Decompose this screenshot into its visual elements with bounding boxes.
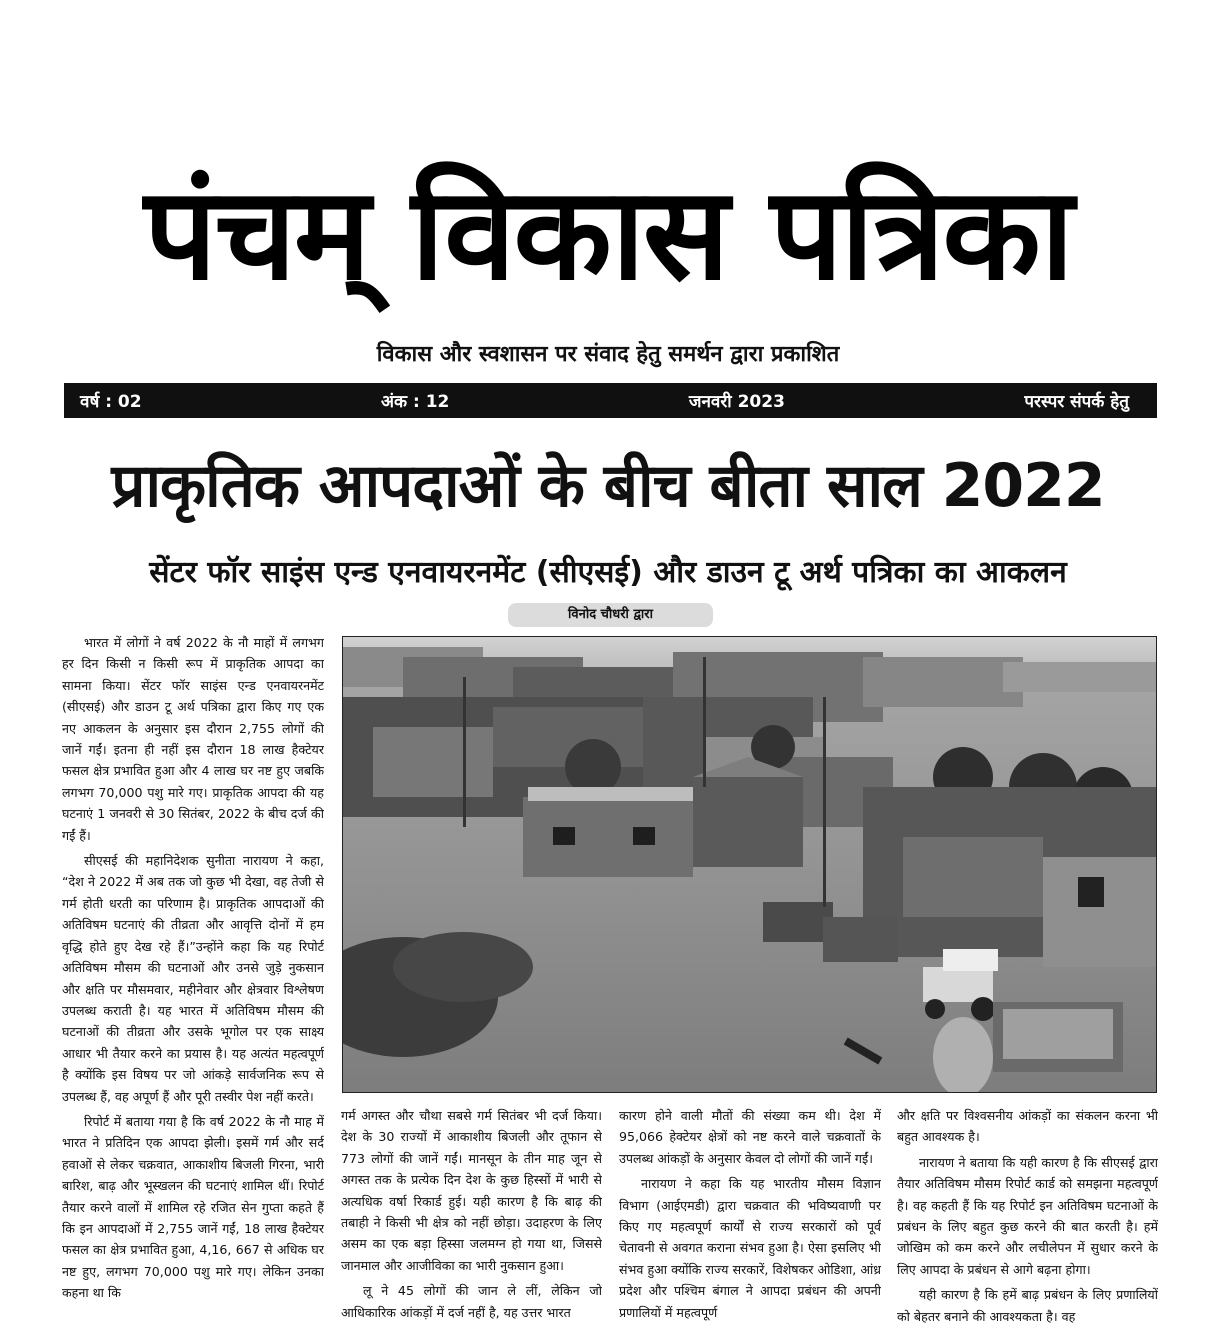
paragraph: सीएसई की महानिदेशक सुनीता नारायण ने कहा, “देश ने 2022 में अब तक जो कुछ भी देखा, वह तेजी से गर्म होती धरती का परिणाम है। प्राकृतिक आपदाओं की अतिविषम घटनाएं की तीव्रता और आवृत्ति दोनों में हम वृद्धि होते हुए देख रहे हैं।”उन्होंने कहा कि यह रिपोर्ट अतिविषम मौसम की घटनाओं और उनसे जुड़े नुकसान और क्षति पर मौसमवार, महीनेवार और क्षेत्रवार विश्लेषण उपलब्ध कराती है। यह भारत में अतिविषम मौसम की घटनाओं की तीव्रता और उसके भूगोल पर एक साक्ष्य आधार भी तैयार करने का प्रयास है। यह अत्यंत महत्वपूर्ण है क्योंकि इस विषय पर जो आंकड़े सार्वजनिक रूप से उपलब्ध हैं, वह अपूर्ण हैं और पूरी तस्वीर पेश नहीं करते। bbox=[62, 853, 324, 1104]
newspaper-masthead: पंचम् विकास पत्रिका bbox=[144, 160, 1072, 309]
paragraph: और क्षति पर विश्वसनीय आंकड़ों का संकलन करना भी बहुत आवश्यक है। bbox=[897, 1108, 1158, 1145]
paragraph: लू ने 45 लोगों की जान ले लीं, लेकिन जो आधिकारिक आंकड़ों में दर्ज नहीं है, यह उत्तर भारत bbox=[341, 1283, 602, 1320]
article-byline: विनोद चौधरी द्वारा bbox=[508, 603, 713, 627]
article-subheadline: सेंटर फॉर साइंस एन्ड एनवायरनमेंट (सीएसई) और डाउन टू अर्थ पत्रिका का आकलन bbox=[149, 555, 1067, 590]
article-column-2 bbox=[341, 1105, 602, 1343]
article-column-4 bbox=[897, 1105, 1158, 1343]
paragraph: गर्म अगस्त और चौथा सबसे गर्म सितंबर भी दर्ज किया। देश के 30 राज्यों में आकाशीय बिजली और तूफान से 773 लोगों की जानें गईं। मानसून के तीन माह जून से अगस्त तक के प्रत्येक दिन देश के कुछ हिस्सों में भारी से अत्यधिक वर्षा रिकार्ड हुई। यही कारण है कि बाढ़ की तबाही ने किसी भी क्षेत्र को नहीं छोड़ा। उदाहरण के लिए असम का एक बड़ा हिस्सा जलमग्न हो गया था, जिससे जानमाल और आजीविका का भारी नुकसान हुआ। bbox=[341, 1108, 602, 1273]
contact-label: परस्पर संपर्क हेतु bbox=[1024, 392, 1129, 412]
paragraph: नारायण ने बताया कि यही कारण है कि सीएसई द्वारा तैयार अतिविषम मौसम रिपोर्ट कार्ड को समझना महत्वपूर्ण है। वह कहती हैं कि यह रिपोर्ट इन अतिविषम घटनाओं के प्रबंधन के लिए बहुत कुछ करने की बात करती है। हमें जोखिम को कम करने और लचीलेपन में सुधार करने के लिए आपदा के प्रबंधन से आगे बढ़ना होगा। bbox=[897, 1154, 1158, 1277]
flood-photo bbox=[342, 636, 1157, 1093]
article-column-3 bbox=[619, 1105, 881, 1343]
paragraph: नारायण ने कहा कि यह भारतीय मौसम विज्ञान विभाग (आईएमडी) द्वारा चक्रवात की भविष्यवाणी पर किए गए महत्वपूर्ण कार्यों से राज्य सरकारों को पूर्व चेतावनी से अवगत कराना संभव हुआ है। ऐसा इसलिए भी संभव हुआ क्योंकि राज्य सरकारें, विशेषकर ओडिशा, आंध्र प्रदेश और पश्चिम बंगाल ने आपदा प्रबंधन की अपनी प्रणालियों में महत्वपूर्ण bbox=[619, 1176, 881, 1320]
masthead-tagline: विकास और स्वशासन पर संवाद हेतु समर्थन द्वारा प्रकाशित bbox=[376, 342, 840, 367]
article-headline: प्राकृतिक आपदाओं के बीच बीता साल 2022 bbox=[111, 451, 1105, 521]
paragraph: भारत में लोगों ने वर्ष 2022 के नौ माहों में लगभग हर दिन किसी न किसी रूप में प्राकृतिक आपदा का सामना किया। सेंटर फॉर साइंस एन्ड एनवायरनमेंट (सीएसई) और डाउन टू अर्थ पत्रिका द्वारा किए गए एक नए आकलन के अनुसार इस दौरान 2,755 लोगों की जानें गईं। इतना ही नहीं इस दौरान 18 लाख हैक्टेयर फसल क्षेत्र प्रभावित हुआ और 4 लाख घर नष्ट हुए जबकि लगभग 70,000 पशु मारे गए। प्राकृतिक आपदा की यह घटनाएं 1 जनवरी से 30 सितंबर, 2022 के बीच दर्ज की गईं हैं। bbox=[62, 635, 324, 843]
paragraph: यही कारण है कि हमें बाढ़ प्रबंधन के लिए प्रणालियों को बेहतर बनाने की आवश्यकता है। वह bbox=[897, 1287, 1158, 1324]
issue-info-bar bbox=[64, 383, 1157, 418]
paragraph: रिपोर्ट में बताया गया है कि वर्ष 2022 के नौ माह में भारत ने प्रतिदिन एक आपदा झेली। इसमें गर्म और सर्द हवाओं से लेकर चक्रवात, आकाशीय बिजली गिरना, भारी बारिश, बाढ़ और भूस्खलन की घटनाएं शामिल थीं। रिपोर्ट तैयार करने वालों में शामिल रहे रजित सेन गुप्ता कहते हैं कि इन आपदाओं में 2,755 जानें गईं, 18 लाख हैक्टेयर फसल का क्षेत्र प्रभावित हुआ, 4,16, 667 से अधिक घर नष्ट हुए, लगभग 70,000 पशु मारे गए। लेकिन उनका कहना था कि bbox=[62, 1113, 324, 1301]
issue-date: जनवरी 2023 bbox=[688, 392, 785, 412]
volume-label: वर्ष : 02 bbox=[80, 392, 142, 412]
article-column-1 bbox=[62, 632, 324, 1343]
issue-label: अंक : 12 bbox=[381, 392, 450, 412]
paragraph: कारण होने वाली मौतों की संख्या कम थी। देश में 95,066 हेक्टेयर क्षेत्रों को नष्ट करने वाले चक्रवातों के उपलब्ध आंकड़ों के अनुसार केवल दो लोगों की जानें गईं। bbox=[619, 1108, 881, 1166]
